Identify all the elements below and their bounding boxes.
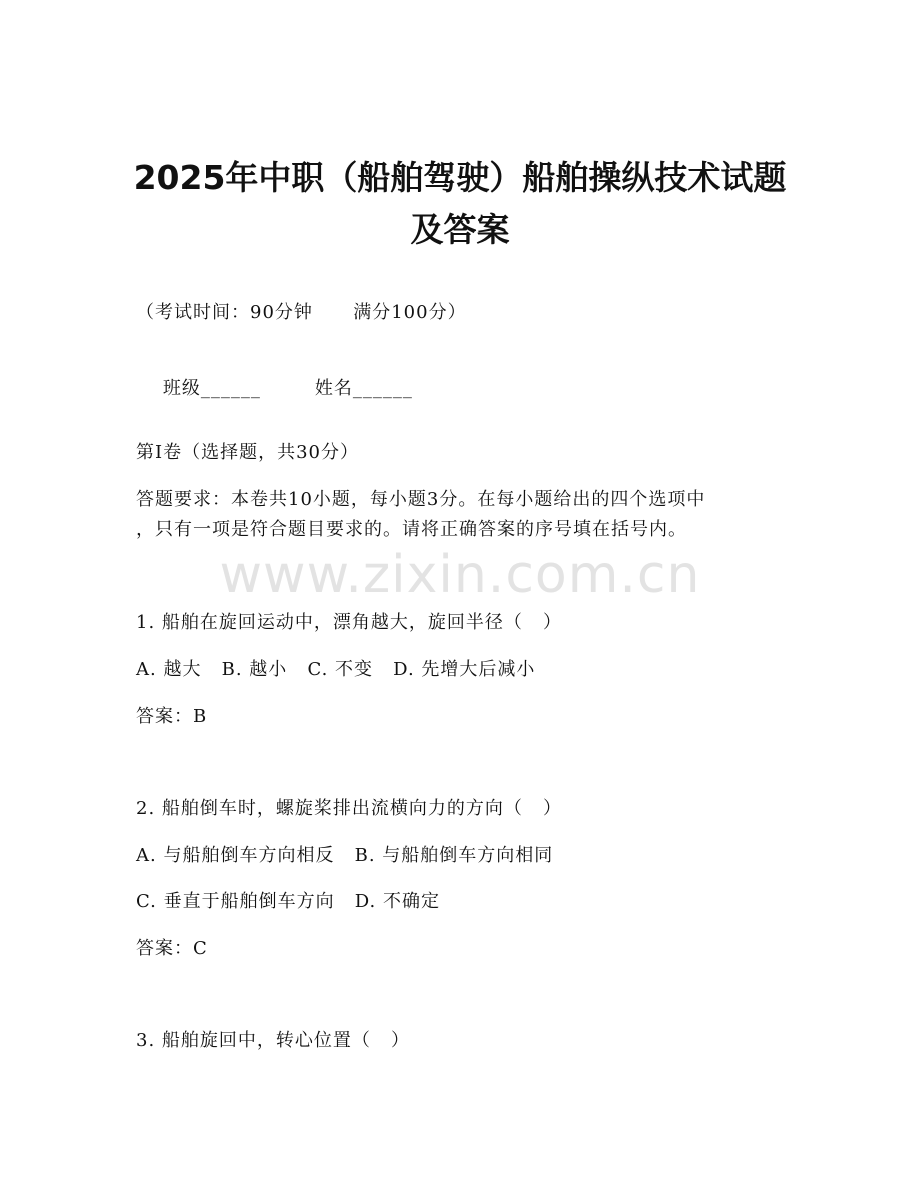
section-title: 第I卷（选择题，共30分） [136, 442, 360, 463]
question-2-options-line-1: A. 与船舶倒车方向相反 B. 与船舶倒车方向相同 [136, 845, 554, 866]
name-field-label: 姓名______ [314, 378, 413, 399]
document-title-line-1: 2025年中职（船舶驾驶）船舶操纵技术试题 [133, 158, 787, 197]
instructions-line-1: 答题要求：本卷共10小题，每小题3分。在每小题给出的四个选项中 [136, 489, 706, 510]
instructions-line-2: ，只有一项是符合题目要求的。请将正确答案的序号填在括号内。 [136, 519, 687, 540]
question-1-answer: 答案：B [136, 706, 208, 727]
exam-info: （考试时间：90分钟 满分100分） [136, 302, 467, 323]
student-info-row [136, 350, 413, 428]
question-2-options-line-2: C. 垂直于船舶倒车方向 D. 不确定 [136, 891, 440, 912]
question-1-options: A. 越大 B. 越小 C. 不变 D. 先增大后减小 [136, 659, 536, 680]
document-title-line-2: 及答案 [410, 210, 510, 249]
watermark: www.zixin.com.cn [219, 545, 701, 605]
question-3-stem: 3. 船舶旋回中，转心位置（ ） [136, 1030, 411, 1051]
question-2-answer: 答案：C [136, 938, 208, 959]
class-field-label: 班级______ [162, 378, 261, 399]
question-2-stem: 2. 船舶倒车时，螺旋桨排出流横向力的方向（ ） [136, 798, 563, 819]
question-1-stem: 1. 船舶在旋回运动中，漂角越大，旋回半径（ ） [136, 612, 563, 633]
